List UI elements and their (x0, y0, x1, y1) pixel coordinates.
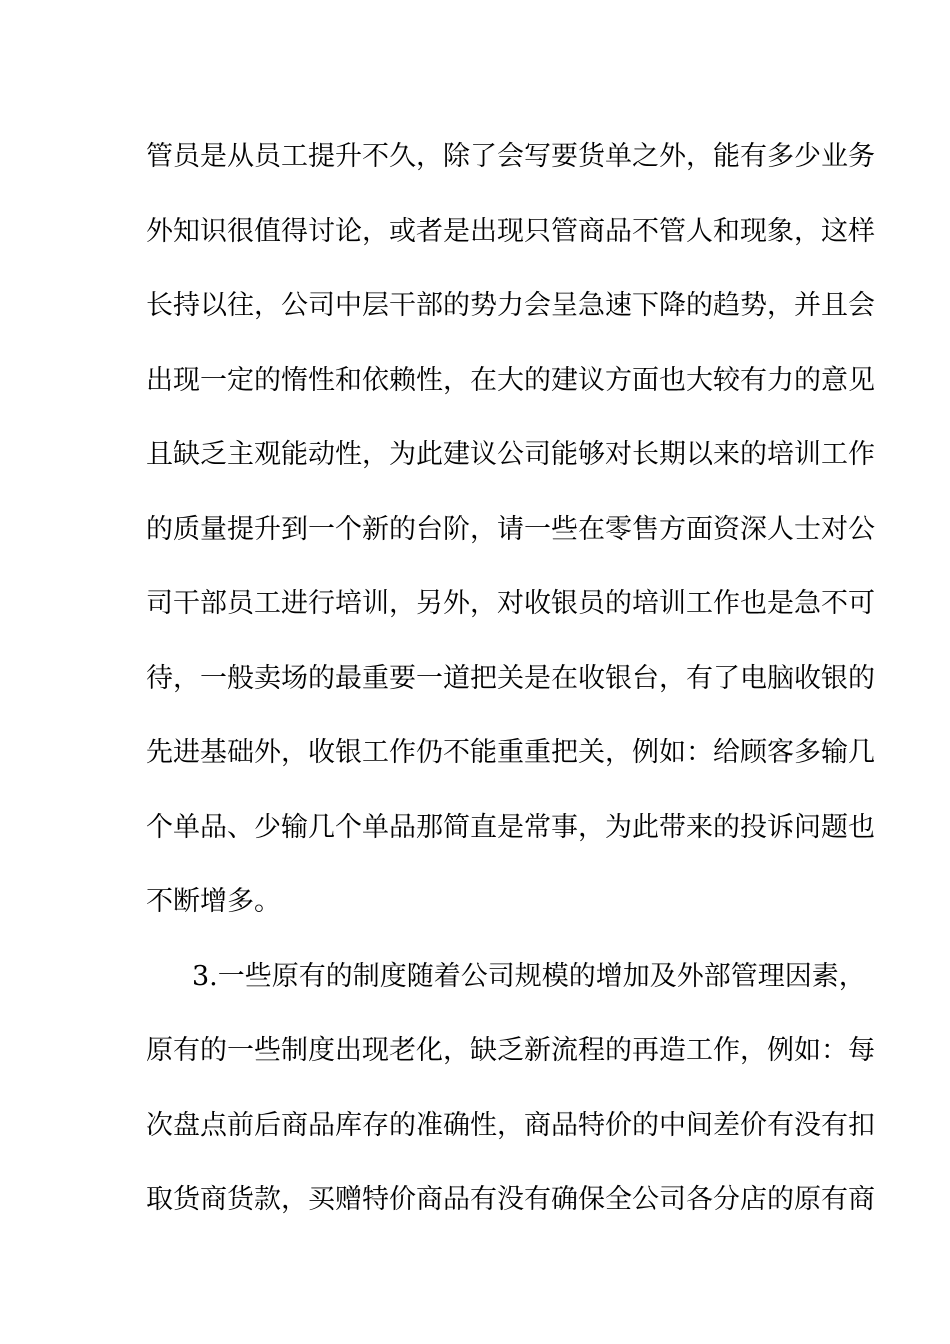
text-line: 司干部员工进行培训，另外，对收银员的培训工作也是急不可 (146, 588, 875, 619)
text-line: 先进基础外，收银工作仍不能重重把关，例如：给顾客多输几 (146, 737, 875, 768)
text-line: 个单品、少输几个单品那简直是常事，为此带来的投诉问题也 (146, 811, 875, 843)
text-line: 3.一些原有的制度随着公司规模的增加及外部管理因素， (192, 960, 866, 992)
text-line: 外知识很值得讨论，或者是出现只管商品不管人和现象，这样 (146, 215, 875, 247)
text-line: 待，一般卖场的最重要一道把关是在收银台，有了电脑收银的 (146, 662, 875, 694)
text-line: 取货商货款，买赠特价商品有没有确保全公司各分店的原有商 (146, 1184, 875, 1215)
text-line: 出现一定的惰性和依赖性，在大的建议方面也大较有力的意见 (146, 364, 875, 396)
text-line: 不断增多。 (146, 886, 281, 917)
body-text (146, 132, 875, 1250)
text-line: 原有的一些制度出现老化，缺乏新流程的再造工作，例如：每 (146, 1035, 875, 1066)
text-line: 长持以往，公司中层干部的势力会呈急速下降的趋势，并且会 (146, 290, 875, 321)
text-line: 的质量提升到一个新的台阶，请一些在零售方面资深人士对公 (146, 513, 875, 545)
text-line: 管员是从员工提升不久，除了会写要货单之外，能有多少业务 (146, 141, 875, 172)
text-line: 次盘点前后商品库存的准确性，商品特价的中间差价有没有扣 (146, 1109, 875, 1141)
text-line: 且缺乏主观能动性，为此建议公司能够对长期以来的培训工作 (146, 439, 875, 470)
